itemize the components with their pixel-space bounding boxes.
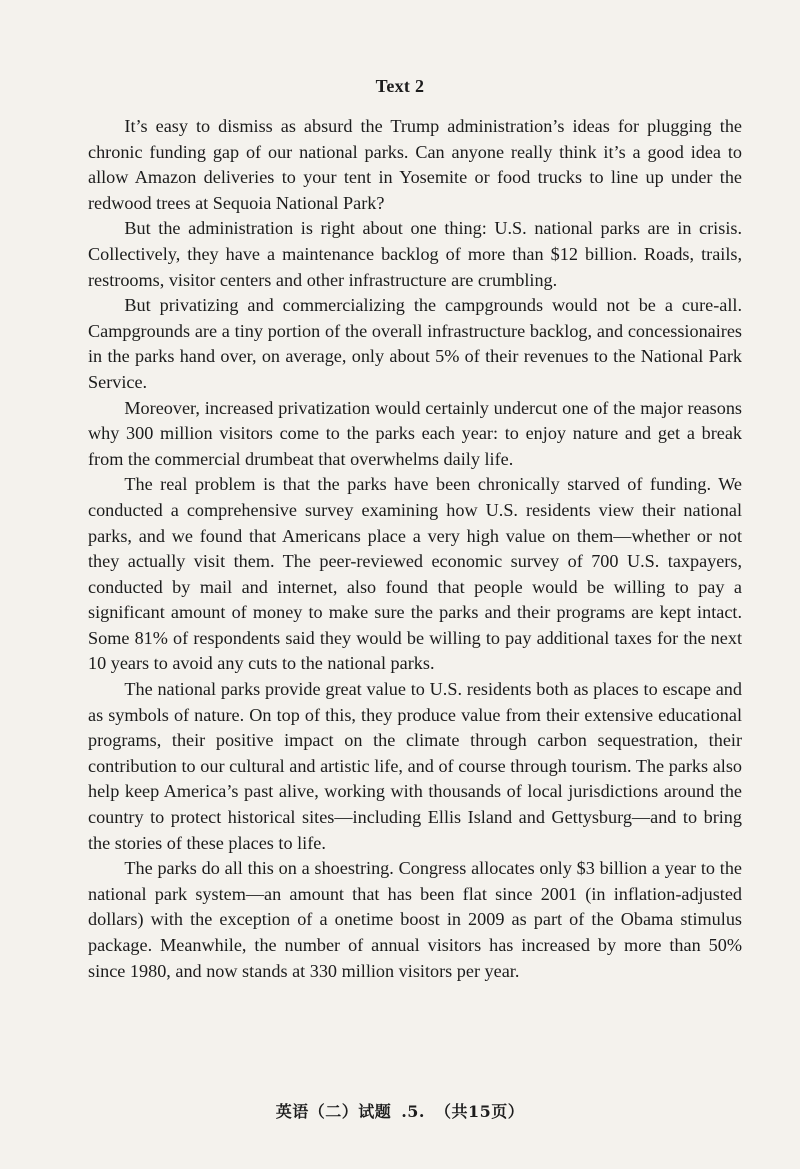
paragraph-3: But privatizing and commercializing the campgrounds would not be a cure-all. Campgrounds are a tiny portion of the overall infrastructure backlog, and concessionaires in the parks hand over, on average, only about 5% of their revenues to the National Park Service. bbox=[88, 295, 742, 392]
paragraph-4: Moreover, increased privatization would certainly undercut one of the major reasons why 300 million visitors come to the parks each year: to enjoy nature and get a break from the commercial drumbeat that overwhelms daily life. bbox=[88, 397, 742, 469]
paragraph-5: The real problem is that the parks have been chronically starved of funding. We conducted a comprehensive survey examining how U.S. residents view their national parks, and we found that Americans place a very high value on them—whether or not they actually visit them. The peer-reviewed economic survey of 700 U.S. taxpayers, conducted by mail and internet, also found that people would be willing to pay a significant amount of money to make sure the parks and their programs are kept intact. Some 81% of respondents said they would be willing to pay additional taxes for the next 10 years to avoid any cuts to the national parks. bbox=[88, 474, 742, 674]
footer-page-number: .5. bbox=[401, 1102, 425, 1121]
page-footer bbox=[0, 1099, 800, 1122]
paragraph-6: The national parks provide great value to U.S. residents both as places to escape and as symbols of nature. On top of this, they produce value from their extensive educational programs, their positive impact on the climate through carbon sequestration, their contribution to our cultural and artistic life, and of course through tourism. The parks also help keep America’s past alive, working with thousands of local jurisdictions around the country to protect historical sites—including Ellis Island and Gettysburg—and to bring the stories of these places to life. bbox=[88, 679, 742, 853]
paragraph-2: But the administration is right about one thing: U.S. national parks are in crisis. Collectively, they have a maintenance backlog of more than $12 billion. Roads, trails, restrooms, visitor centers and other infrastructure are crumbling. bbox=[88, 218, 742, 290]
footer-total-pages: （共15页） bbox=[435, 1102, 525, 1121]
passage-title: Text 2 bbox=[375, 76, 425, 96]
footer-subject: 英语（二）试题 bbox=[275, 1102, 392, 1121]
paragraph-7: The parks do all this on a shoestring. Congress allocates only $3 billion a year to the national park system—an amount that has been flat since 2001 (in inflation-adjusted dollars) with the exception of a onetime boost in 2009 as part of the Obama stimulus package. Meanwhile, the number of annual visitors has increased by more than 50% since 1980, and now stands at 330 million visitors per year. bbox=[88, 858, 742, 981]
passage-body bbox=[88, 114, 742, 984]
paragraph-1: It’s easy to dismiss as absurd the Trump administration’s ideas for plugging the chronic funding gap of our national parks. Can anyone really think it’s a good idea to allow Amazon deliveries to your tent in Yosemite or food trucks to line up under the redwood trees at Sequoia National Park? bbox=[88, 116, 742, 213]
